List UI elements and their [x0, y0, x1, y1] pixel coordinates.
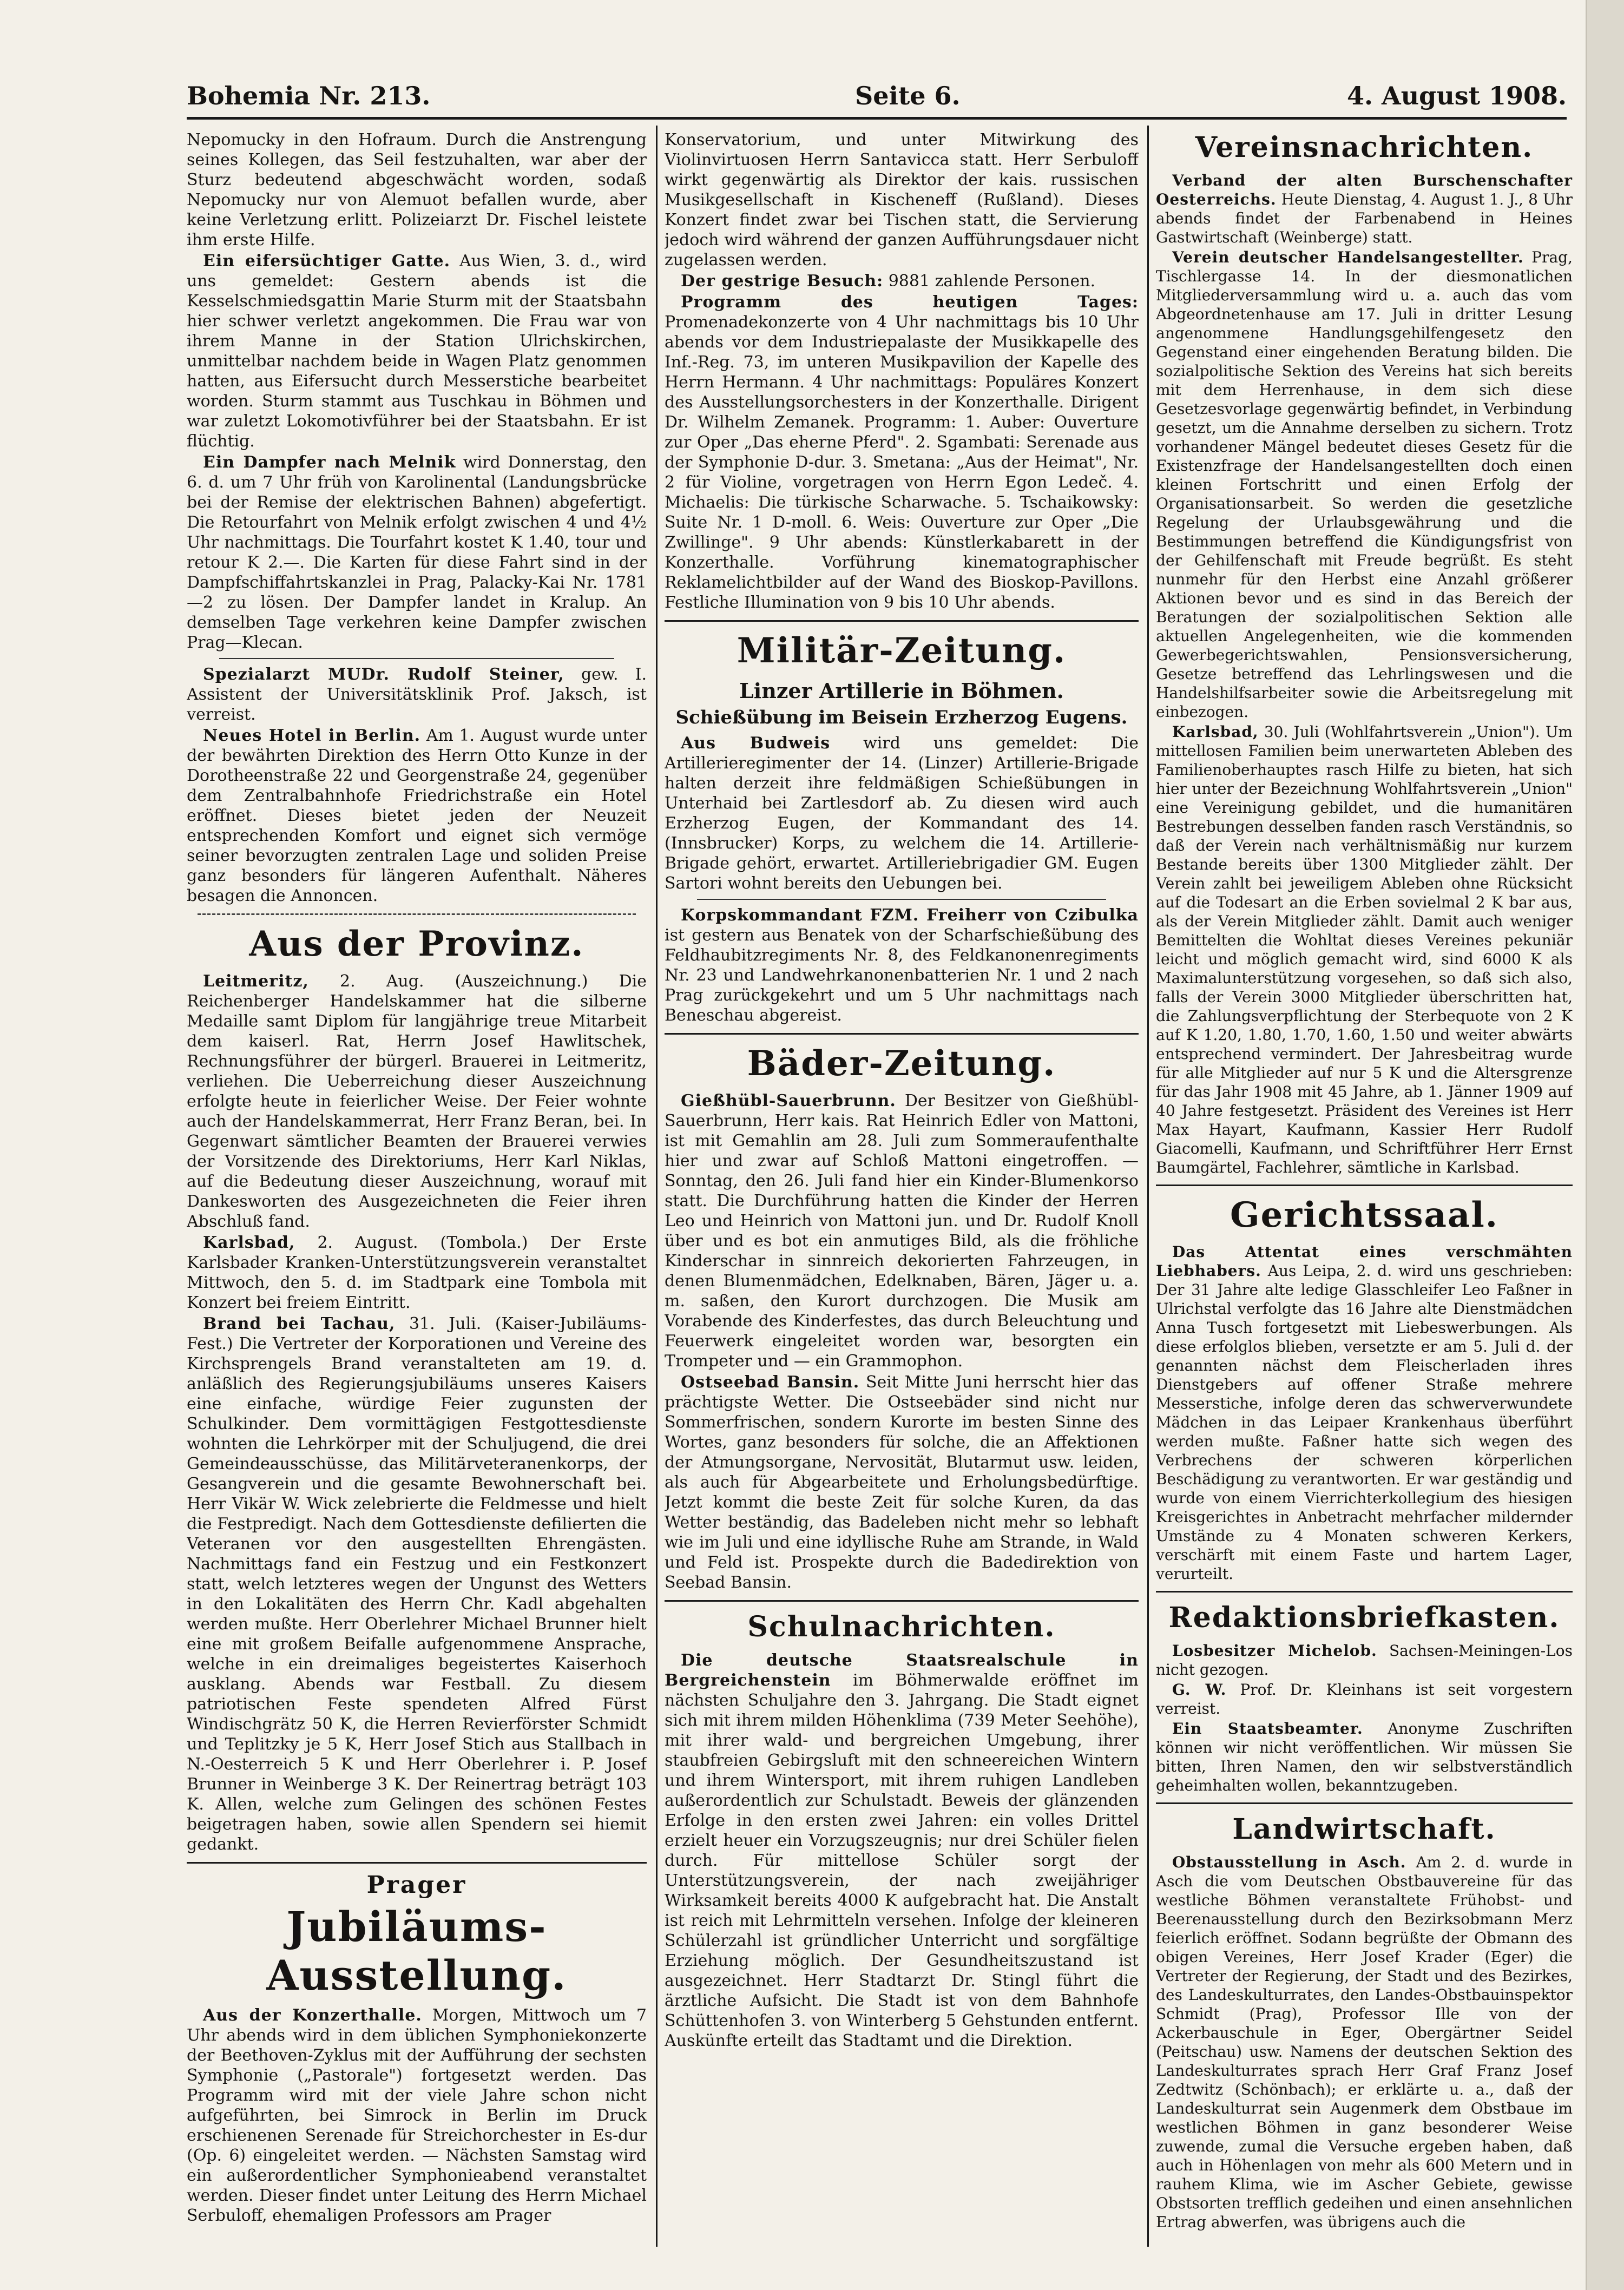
article-lead: G. W. — [1172, 1681, 1227, 1699]
article-text: 2. Aug. (Auszeichnung.) Die Reichenberger Handelskammer hat die silberne Medaille samt Diplom für langjährige treue Mitarbeit dem kaiserl. Rat, Herrn Josef Hawlitschek, Rechnungsführer der bürgerl. Brauerei in Leitmeritz, verliehen. Die Ueberreichung dieser Auszeichnung erfolgte heute in feierlicher Weise. Der Feier wohnte auch der Handelskammerrat, Herr Franz Beran, bei. In Gegenwart sämtlicher Beamten der Brauerei verwies der Vorsitzende des Direktoriums, Herr Karl Niklas, auf die Bedeutung dieser Auszeichnung, worauf mit Dankesworten des Ausgezeichneten die Feier ihren Abschluß fand. — [187, 972, 647, 1231]
article-text: Promenadekonzerte von 4 Uhr nachmittags bis 10 Uhr abends vor dem Industriepalaste der Musikkapelle des Inf.-Reg. 73, im unteren Musikpavilion der Kapelle des Herrn Hermann. 4 Uhr nachmittags: Populäres Konzert des Ausstellungsorchesters in der Konzerthalle. Dirigent Dr. Wilhelm Zemanek. Programm: 1. Auber: Ouverture zur Oper „Das eherne Pferd". 2. Sgambati: Serenade aus der Symphonie D-dur. 3. Smetana: „Aus der Heimat", Nr. 2 für Violine, vorgetragen von Herrn Egon Ledeč. 4. Michaelis: Die türkische Scharwache. 5. Tschaikowsky: Suite Nr. 1 D-moll. 6. Weis: Ouverture zur Oper „Die Zwillinge". 9 Uhr abends: Künstlerkabarett in der Konzerthalle. Vorführung kinematographischer Reklamelichtbilder auf der Wand des Bioskop-Pavillons. Festliche Illumination von 9 bis 10 Uhr abends. — [665, 313, 1139, 612]
article — [1156, 1641, 1573, 1679]
divider — [665, 1600, 1139, 1602]
article-text: im Böhmerwalde eröffnet im nächsten Schuljahre den 3. Jahrgang. Die Stadt eignet sich mit ihrem milden Höhenklima (739 Meter Seehöhe), mit ihrer wald- und bergreichen Umgebung, ihrer staubfreien Gebirgsluft mit den schneereichen Wintern und ihrem Wintersport, mit ihrem ruhigen Landleben außerordentlich zur Schulstadt. Beweis der glänzenden Erfolge in den ersten zwei Jahren: ein volles Drittel erzielt heuer ein Vorzugszeugnis; nur drei Schüler fielen durch. Für mittellose Schüler sorgt der Unterstützungsverein, der nach zweijähriger Wirksamkeit bereits 4000 K aufgebracht hat. Die Anstalt ist reich mit Lehrmitteln versehen. Infolge der kleineren Schülerzahl ist gründlicher Unterricht und sorgfältige Erziehung möglich. Der Gesundheitszustand ist ausgezeichnet. Herr Stadtarzt Dr. Stingl führt die ärztliche Aufsicht. Die Stadt ist von dem Bahnhofe Schüttenhofen 3. von Winterberg 5 Gehstunden entfernt. Auskünfte erteilt das Stadtamt und die Direktion. — [665, 1671, 1139, 2050]
article-lead: Programm des heutigen Tages: — [681, 293, 1139, 312]
article — [665, 1650, 1139, 2051]
article-text: Der Besitzer von Gießhübl-Sauerbrunn, Herr kais. Rat Heinrich Edler von Mattoni, ist mit Gemahlin am 28. Juli zum Sommeraufenthalte hier und zwar auf Schloß Mattoni eingetroffen. — Sonntag, den 26. Juli fand hier ein Kinder-Blumenkorso statt. Die Durchführung hatten die Kinder der Herren Leo und Heinrich von Mattoni jun. und Dr. Rudolf Knoll über und es bot ein anmutiges Bild, als die fröhliche Kinderschar in sinnreich dekorierten Fahrzeugen, in denen Blumenmädchen, Edelknaben, Bären, Jäger u. a. m. saßen, den Kurort durchzogen. Die Musik am Vorabende des Kinderfestes, das durch Beleuchtung und Feuerwerk eingeleitet worden war, besorgten ein Trompeter und — ein Grammophon. — [665, 1091, 1139, 1371]
article — [187, 2005, 647, 2226]
article-text: Prag, Tischlergasse 14. In der diesmonatlichen Mitgliederversammlung wird u. a. auch das vom Abgeordnetenhause am 17. Juli in dritter Lesung angenommene Handlungsgehilfengesetz den Gegenstand einer eingehenden Beratung bilden. Die sozialpolitische Sektion des Vereins hat sich bereits mit dem Herrenhause, in dem sich diese Gesetzesvorlage gegenwärtig befindet, in Verbindung gesetzt, um die Annahme derselben zu sichern. Trotz vorhandener Mängel bedeutet dieses Gesetz für die Existenzfrage der Handelsangestellten doch einen kleinen Fortschritt und einen Erfolg der Organisationsarbeit. So werden die gesetzliche Regelung der Urlaubsgewährung und die Bestimmungen betreffend die Kündigungsfrist von der Gehilfenschaft mit Freude begrüßt. Es steht nunmehr für den Herbst eine Anzahl größerer Aktionen bevor und es sind in das Bereich der Beratungen der sozialpolitischen Sektion alle aktuellen Angelegenheiten, wie die kommenden Gewerbegerichtswahlen, Pensionsversicherung, Gesetze betreffend das Lehrlingswesen und die Handelshilfsarbeiter sowie die Arbeitsregelung mit einbezogen. — [1156, 248, 1573, 721]
article — [1156, 722, 1573, 1177]
article-text: 2. August. (Tombola.) Der Erste Karlsbader Kranken-Unterstützungsverein veranstaltet Mittwoch, den 5. d. im Stadtpark eine Tombola mit Konzert bei freiem Eintritt. — [187, 1233, 647, 1312]
page-header — [187, 81, 1567, 118]
article-lead: Aus der Konzerthalle. — [203, 2006, 422, 2025]
article-lead: Leitmeritz, — [203, 972, 309, 991]
article-text: Morgen, Mittwoch um 7 Uhr abends wird in dem üblichen Symphoniekonzerte der Beethoven-Zyklus mit der Aufführung der sechsten Symphonie („Pastorale") fortgesetzt werden. Das Programm wird mit der viele Jahre schon nicht aufgeführten, bei Simrock in Berlin im Druck erschienenen Serenade für Streichorchester in Es-dur (Op. 6) eingeleitet werden. — Nächsten Samstag wird ein außerordentlicher Symphonieabend veranstaltet werden. Dieser findet unter Leitung des Herrn Michael Serbuloff, ehemaligen Professors am Prager — [187, 2006, 647, 2225]
article-lead: Korpskommandant FZM. Freiherr von Czibulka — [681, 906, 1139, 925]
header-date: 4. August 1908. — [1347, 81, 1567, 110]
article-lead: Gießhübl-Sauerbrunn. — [681, 1091, 896, 1110]
article-lead: Verein deutscher Handelsangestellter. — [1172, 248, 1524, 266]
article-lead: Ein Dampfer nach Melnik — [203, 453, 456, 472]
article-lead: Aus Budweis — [681, 734, 831, 753]
article-lead: Spezialarzt MUDr. Rudolf Steiner, — [203, 665, 564, 684]
article-lead: Die deutsche Staatsrealschule in Bergreichenstein — [665, 1651, 1139, 1690]
column-1 — [187, 130, 647, 2273]
article-lead: Karlsbad, — [203, 1233, 295, 1252]
article — [665, 271, 1139, 291]
divider — [1156, 1802, 1573, 1804]
article-lead: Karlsbad, — [1172, 723, 1259, 741]
column-3 — [1156, 130, 1573, 2273]
article-text: 31. Juli. (Kaiser-Jubiläums-Fest.) Die Vertreter der Korporationen und Vereine des Kirchsprengels Brand veranstalteten am 19. d. anläßlich des Regierungsjubiläums unseres Kaisers eine einfache, würdige Feier zugunsten der Schulkinder. Dem vormittägigen Festgottesdienste wohnten die Lehrkörper mit der Schuljugend, die drei Gemeindeausschüsse, das Militärveteranenkorps, der Gesangverein und die gesamte Bewohnerschaft bei. Herr Vikär W. Wick zelebrierte die Feldmesse und hielt die Festpredigt. Nach dem Gottesdienste defilierten die Veteranen vor den ausgestellten Ehrengästen. Nachmittags fand ein Festzug und ein Festkonzert statt, welch letzteres wegen der Ungunst des Wetters in den Lokalitäten des Herrn Chr. Kadl abgehalten werden mußte. Herr Oberlehrer Michael Brunner hielt eine mit großem Beifalle aufgenommene Ansprache, welche in ein dreimaliges begeistertes Kaiserhoch ausklang. Abends war Festball. Zu diesem patriotischen Feste spendeten Alfred Fürst Windischgrätz 50 K, die Herren Revierförster Schmidt und Teplitzky je 5 K, Herr Josef Stich aus Stallbach in N.-Oesterreich 5 K und Herr Oberlehrer i. P. Josef Brunner in Weinberge 3 K. Der Reinertrag beträgt 103 K. Allen, welche zum Gelingen des schönen Festes beigetragen haben, sowie allen Spendern sei hiemit gedankt. — [187, 1314, 647, 1854]
article-lead: Neues Hotel in Berlin. — [203, 726, 421, 745]
section-heading-baeder: Bäder-Zeitung. — [747, 1043, 1056, 1084]
article — [665, 733, 1139, 893]
article — [1156, 1719, 1573, 1795]
divider — [1156, 1185, 1573, 1186]
column-2 — [665, 130, 1139, 2273]
article — [1156, 248, 1573, 721]
column-rule-1 — [656, 126, 658, 2247]
section-heading-schul: Schulnachrichten. — [747, 1610, 1056, 1643]
article — [187, 971, 647, 1232]
article — [187, 452, 647, 653]
article-text: Am 1. August wurde unter der bewährten Direktion des Herrn Otto Kunze in der Dorotheenstraße 22 und Georgenstraße 24, gegenüber dem Zentralbahnhofe Friedrichstraße ein Hotel eröffnet. Dieses bietet jeden der Neuzeit entsprechenden Komfort und eignet sich vermöge seiner bevorzugten zentralen Lage und soliden Preise ganz besonders für längeren Aufenthalt. Näheres besagen die Annoncen. — [187, 726, 647, 905]
header-rule — [187, 117, 1567, 120]
article-text: Aus Leipa, 2. d. wird uns geschrieben: Der 31 Jahre alte ledige Glasschleifer Leo Faßner in Ulrichstal verfolgte das 16 Jahre alte Dienstmädchen Anna Tusch fortgesetzt mit Liebeswerbungen. Als diese erfolglos blieben, versetzte er am 5. Juli d. der genannten nächst dem Fleischerladen ihres Dienstgebers auf offener Straße mehrere Messerstiche, infolge deren das schwerverwundete Mädchen in das Leipaer Krankenhaus überführt werden mußte. Faßner hatte sich wegen des Verbrechens der schweren körperlichen Beschädigung zu verantworten. Er war geständig und wurde von einem Vierrichterkollegium des hiesigen Kreisgerichtes in Anbetracht mehrfacher mildernder Umstände zu 4 Monaten schweren Kerkers, verschärft mit einem Faste und hartem Lager, verurteilt. — [1156, 1262, 1573, 1583]
section-heading-verein: Vereinsnachrichten. — [1195, 131, 1534, 164]
section-heading-prager: Prager — [366, 1871, 467, 1899]
header-page-number: Seite 6. — [855, 81, 961, 110]
article-text: ist gestern aus Benatek von der Scharfschießübung des Feldhaubitzregiments Nr. 8, des Feldkanonenregiments Nr. 23 und Landwehrkanonenbatterien Nr. 1 und 2 nach Prag zurückgekehrt und um 5 Uhr nachmittags nach Beneschau abgereist. — [665, 926, 1139, 1025]
article — [1156, 1680, 1573, 1718]
page-edge — [1586, 0, 1624, 2290]
article — [665, 292, 1139, 613]
header-issue: Bohemia Nr. 213. — [187, 81, 431, 110]
article-lead: Ein eifersüchtiger Gatte. — [203, 252, 451, 271]
article-lead: Das Attentat eines verschmähten Liebhabers. — [1156, 1243, 1573, 1280]
divider — [697, 899, 1106, 900]
section-heading-landwirtschaft: Landwirtschaft. — [1232, 1813, 1496, 1846]
divider — [198, 913, 636, 915]
article-text: Seit Mitte Juni herrscht hier das prächtigste Wetter. Die Ostseebäder sind nicht nur Sommerfrischen, sondern Kurorte im besten Sinne des Wortes, ganz besonders für solche, die an Affektionen der Atmungsorgane, Nervosität, Blutarmut usw. leiden, als auch für Abgearbeitete und Erholungsbedürftige. Jetzt kommt die beste Zeit für solche Kuren, da das Wetter beständig, das Badeleben nicht mehr so lebhaft wie im Juli und eine idyllische Ruhe am Strande, in Wald und Feld ist. Prospekte durch die Badedirektion von Seebad Bansin. — [665, 1373, 1139, 1592]
article-lead: Obstausstellung in Asch. — [1172, 1853, 1406, 1871]
article-text: gew. I. Assistent der Universitätsklinik Prof. Jaksch, ist verreist. — [187, 665, 647, 724]
article-text: Heute Dienstag, 4. August 1. J., 8 Uhr abends findet der Farbenabend in Heines Gastwirtschaft (Weinberge) statt. — [1156, 190, 1573, 246]
column-rule-2 — [1147, 126, 1149, 2247]
article-text: 9881 zahlende Personen. — [888, 272, 1096, 291]
divider — [665, 620, 1139, 622]
article — [187, 1233, 647, 1313]
article-text: wird uns gemeldet: Die Artillerieregimenter der 14. (Linzer) Artillerie-Brigade halten derzeit ihre feldmäßigen Schießübungen in Unterhaid bei Zartlesdorf ab. Zu diesen wird auch Erzherzog Eugen, der Kommandant des 14. (Innsbrucker) Korps, zu welchem die 14. Artillerie-Brigade gehört, erwartet. Artilleriebrigadier GM. Eugen Sartori wohnt bereits den Uebungen bei. — [665, 734, 1139, 893]
article-lead: Verband der alten Burschenschafter Oesterreichs. — [1156, 172, 1573, 208]
article — [187, 1314, 647, 1854]
article-lead: Ein Staatsbeamter. — [1172, 1720, 1363, 1738]
article — [187, 726, 647, 906]
divider — [1156, 1591, 1573, 1593]
article-text: wird Donnerstag, den 6. d. um 7 Uhr früh von Karolinental (Landungsbrücke bei der Remise der elektrischen Bahnen) abgefertigt. Die Retourfahrt von Melnik erfolgt zwischen 4 und 4½ Uhr nachmittags. Die Tourfahrt kostet K 1.40, tour und retour K 2.—. Die Karten für diese Fahrt sind in der Dampfschiffahrtskanzlei in Prag, Palacky-Kai Nr. 1781—2 zu lösen. Der Dampfer landet in Kralup. An demselben Tage verkehren keine Dampfer zwischen Prag—Klecan. — [187, 453, 647, 652]
article-lead: Losbesitzer Michelob. — [1172, 1642, 1377, 1660]
article — [1156, 1853, 1573, 2232]
article-text: Aus Wien, 3. d., wird uns gemeldet: Gestern abends ist die Kesselschmiedsgattin Marie Sturm mit der Staatsbahn hier schwer verletzt angekommen. Die Frau war von ihrem Manne in der Station Ulrichskirchen, unmittelbar nachdem beide in Wagen Platz genommen hatten, aus Eifersucht durch Messerstiche bearbeitet worden. Sturm stammt aus Tuschkau in Böhmen und war zuletzt Lokomotivführer bei der Staatsbahn. Er ist flüchtig. — [187, 252, 647, 451]
article — [187, 664, 647, 725]
article — [665, 1372, 1139, 1593]
article — [665, 1091, 1139, 1371]
article-text: Konservatorium, und unter Mitwirkung des Violinvirtuosen Herrn Santavicca statt. Herr Serbuloff wirkt gegenwärtig als Direktor der kais. russischen Musikgesellschaft in Kischeneff (Rußland). Dieses Konzert findet zwar bei Tischen statt, die Servierung jedoch wird während der ganzen Aufführungsdauer nicht zugelassen werden. — [665, 130, 1139, 269]
article — [1156, 171, 1573, 247]
article-text: Anonyme Zuschriften können wir nicht veröffentlichen. Wir müssen Sie bitten, Ihren Namen, den wir selbstverständlich geheimhalten wollen, bekanntzugeben. — [1156, 1720, 1573, 1794]
article — [187, 251, 647, 451]
article-lead: Brand bei Tachau, — [203, 1314, 396, 1333]
section-heading-gericht: Gerichtssaal. — [1229, 1195, 1499, 1235]
section-heading-redaktion: Redaktionsbriefkasten. — [1168, 1601, 1560, 1634]
section-heading-jubilaeum: Jubiläums-Ausstellung. — [266, 1903, 567, 1999]
divider — [187, 1862, 647, 1864]
article-text: Sachsen-Meiningen-Los nicht gezogen. — [1156, 1642, 1573, 1679]
subheading-linzer: Linzer Artillerie in Böhmen. — [739, 679, 1064, 703]
section-heading-militaer: Militär-Zeitung. — [737, 630, 1067, 671]
article-text: Prof. Dr. Kleinhans ist seit vorgestern verreist. — [1156, 1681, 1573, 1718]
divider — [665, 1033, 1139, 1035]
article — [1156, 1242, 1573, 1583]
divider — [219, 658, 614, 659]
article — [665, 905, 1139, 1025]
article-lead: Ostseebad Bansin. — [681, 1373, 860, 1392]
article-lead: Der gestrige Besuch: — [681, 272, 884, 291]
article-text: 30. Juli (Wohlfahrtsverein „Union"). Um mittellosen Familien beim unerwarteten Ableben des Familienoberhauptes rasch Hilfe zu bieten, hat sich hier unter der Bezeichnung Wohlfahrtsverein „Union" eine Vereinigung gebildet, und die humanitären Bestrebungen desselben fanden rasch Verständnis, so daß der Verein nach verhältnismäßig nur kurzem Bestande bereits über 1300 Mitglieder zählt. Der Verein zahlt bei jeweiligem Ableben ohne Rücksicht auf die Todesart an die Erben sovielmal 2 K bar aus, als der Verein Mitglieder zählt. Damit auch weniger Bemittelten die Wohltat dieses Vereines pekuniär leicht und möglich gemacht wird, sind 6000 K als Maximalunterstützung vorgesehen, so daß sich also, falls der Verein 3000 Mitglieder überschritten hat, die Zahlungsverpflichtung der Sterbequote von 2 K auf K 1.20, 1.80, 1.70, 1.60, 1.50 und weiter abwärts entsprechend vermindert. Der Jahresbeitrag wurde für alle Mitglieder auf nur 5 K und die Altersgrenze für das Jahr 1908 mit 45 Jahre, ab 1. Jänner 1909 auf 40 Jahre festgesetzt. Präsident des Vereines ist Herr Max Hayart, Kaufmann, Kassier Herr Rudolf Giacomelli, Kaufmann, und Schriftführer Herr Ernst Baumgärtel, Fachlehrer, sämtliche in Karlsbad. — [1156, 723, 1573, 1176]
article-text: Nepomucky in den Hofraum. Durch die Anstrengung seines Kollegen, das Seil festzuhalten, war aber der Sturz bedeutend abgeschwächt worden, sodaß Nepomucky nur von Alemuot befallen wurde, aber keine Verletzung erlitt. Polizeiarzt Dr. Fischel leistete ihm erste Hilfe. — [187, 130, 647, 249]
article-text: Am 2. d. wurde in Asch die vom Deutschen Obstbauvereine für das westliche Böhmen veranstaltete Frühobst- und Beerenausstellung durch den Bezirksobmann Merz feierlich eröffnet. Sodann begrüßte der Obmann des obigen Vereines, Herr Josef Krader (Eger) die Vertreter der Regierung, der Stadt und des Bezirkes, des Landeskulturrates, den Landes-Obstbauinspektor Schmidt (Prag), Professor Ille von der Ackerbauschule in Eger, Obergärtner Seidel (Peitschau) usw. Namens der deutschen Sektion des Landeskulturrates sprach Herr Graf Franz Josef Zedtwitz (Schönbach); er erklärte u. a., daß der Landeskulturrat sein Augenmerk dem Obstbaue im westlichen Böhmen in ganz besonderer Weise zuwende, zumal die Versuche ergeben haben, daß auch in Höhenlagen von mehr als 600 Metern und in rauhem Klima, wie im Ascher Gebiete, gewisse Obstsorten trefflich gedeihen und einen ansehnlichen Ertrag abwerfen, was übrigens auch die — [1156, 1853, 1573, 2231]
section-heading-provinz: Aus der Provinz. — [249, 924, 584, 964]
subheading-schiessuebung: Schießübung im Beisein Erzherzog Eugens. — [675, 707, 1128, 728]
